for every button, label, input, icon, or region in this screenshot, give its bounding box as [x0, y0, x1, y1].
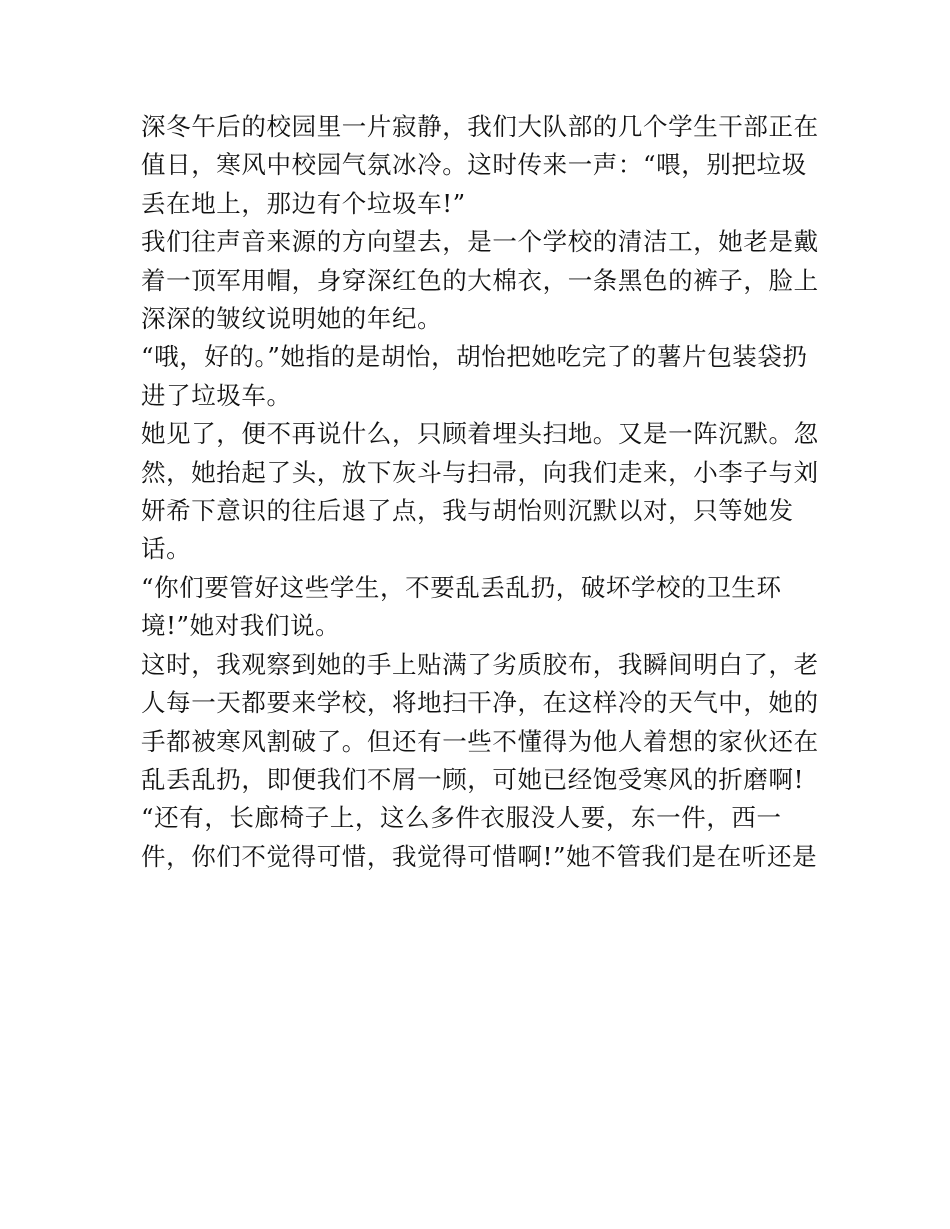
text-line: 深冬午后的校园里一片寂静，我们大队部的几个学生干部正在	[141, 112, 819, 141]
text-line: 妍希下意识的往后退了点，我与胡怡则沉默以对，只等她发	[141, 496, 794, 526]
text-line: 着一顶军用帽，身穿深红色的大棉衣，一条黑色的裤子，脸上	[141, 265, 819, 295]
text-line: 人每一天都要来学校，将地扫干净，在这样冷的天气中，她的	[141, 688, 819, 718]
text-line: 值日，寒风中校园气氛冰冷。这时传来一声：“喂，别把垃圾	[141, 150, 807, 180]
text-line: 这时，我观察到她的手上贴满了劣质胶布，我瞬间明白了，老	[141, 649, 819, 679]
text-line: 境!”她对我们说。	[141, 611, 341, 641]
text-line: 话。	[141, 534, 192, 564]
text-line: “你们要管好这些学生，不要乱丢乱扔，破坏学校的卫生环	[141, 572, 782, 602]
body-text	[141, 108, 831, 876]
text-line: 乱丢乱扔，即便我们不屑一顾，可她已经饱受寒风的折磨啊!	[141, 764, 805, 794]
text-line: 手都被寒风割破了。但还有一些不懂得为他人着想的家伙还在	[141, 726, 819, 756]
text-line: 然，她抬起了头，放下灰斗与扫帚，向我们走来，小李子与刘	[141, 457, 819, 487]
text-line: 件，你们不觉得可惜，我觉得可惜啊!”她不管我们是在听还是	[141, 841, 818, 871]
text-line: 她见了，便不再说什么，只顾着埋头扫地。又是一阵沉默。忽	[141, 419, 819, 449]
text-line: 深深的皱纹说明她的年纪。	[141, 304, 443, 334]
text-line: 丢在地上，那边有个垃圾车!”	[141, 188, 466, 218]
text-line: “哦，好的。”她指的是胡怡，胡怡把她吃完了的薯片包装袋扔	[141, 342, 808, 372]
text-line: 进了垃圾车。	[141, 380, 292, 410]
text-line: “还有，长廊椅子上，这么多件衣服没人要，东一件，西一	[141, 803, 782, 833]
text-line: 我们往声音来源的方向望去，是一个学校的清洁工，她老是戴	[141, 227, 819, 257]
